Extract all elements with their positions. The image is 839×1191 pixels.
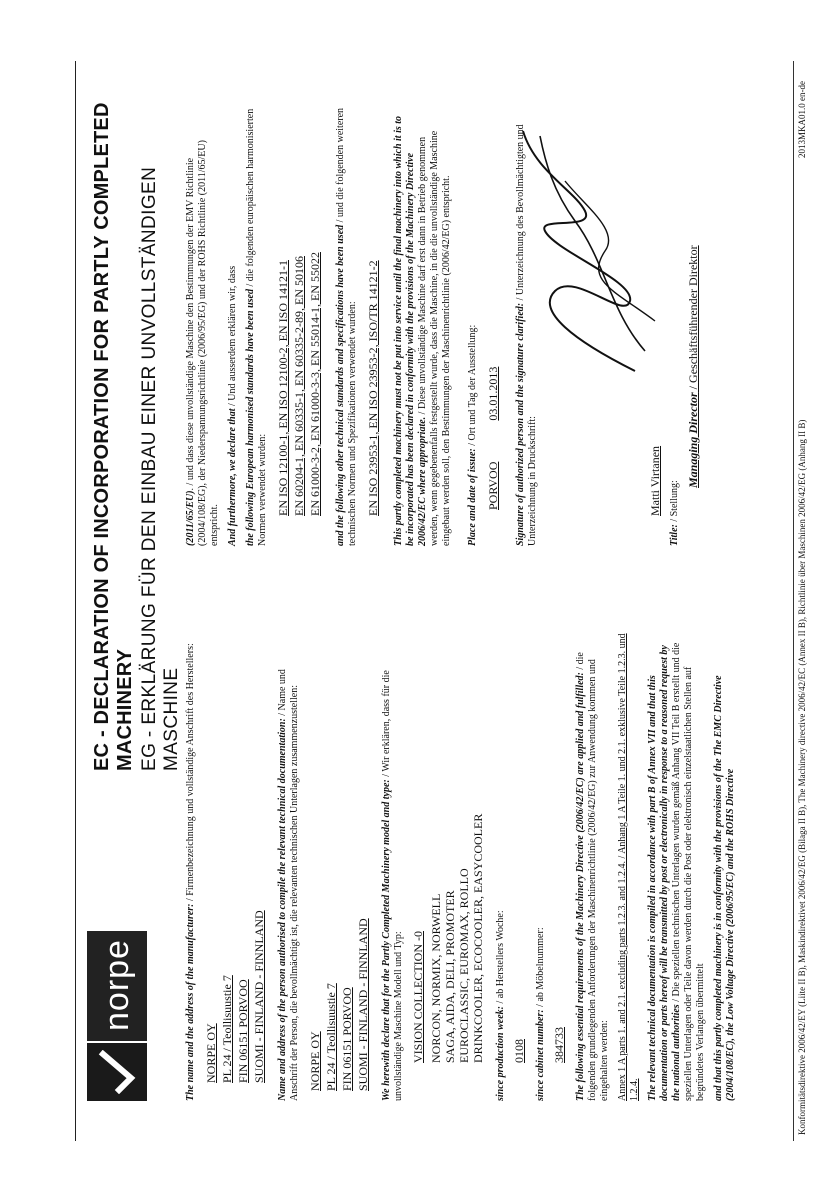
signature-label: Signature of authorized person and the signature clarified: / Unterzeichnung des Bevollmächtigten und Unterzeichnung in Druckschrift:	[515, 124, 538, 546]
not-into-service-statement: This partly completed machinery must not be put into service until the final machinery into which it is to be incorporated has been declared in conformity with the provisions of the Machinery Directive 2006/42/EC where appropriate. / Diese unvollständige Maschine darf erst dann in Betrieb genommen werden, wenn gegebenenfalls festgestellt wurde, dass die Maschine, in die die unvollständige Maschine eingebaut werden soll, den Bestimmungen der Maschinenrichtlinie (2006/42/EG) entspricht.	[393, 115, 452, 546]
cabinet-number-value: 384733	[552, 1027, 566, 1063]
harmonised-standards-list	[275, 106, 323, 516]
place-date-label: Place and date of issue: / Ort und Tag der Ausstellung:	[467, 324, 478, 546]
manufacturer-address	[203, 631, 267, 1083]
norpe-logo	[87, 931, 147, 1101]
other-standards-label: and the following other technical standards and specifications have been used / und die folgenden weiteren technischen Normen und Spezifikationen verwendet wurden:	[335, 107, 358, 546]
emc-statement: (2011/65/EU). / und dass diese unvollständige Maschine den Bestimmungen der EMV Richtlinie (2004/108/EG), der Niederspannungsrichtlinie (2006/95/EG) und der ROHS Richtlinie (2011/65/EU) entspricht.	[185, 140, 220, 546]
position-german: Geschäftsführender Direktor	[686, 245, 700, 383]
left-column	[185, 631, 743, 1101]
model-line: SAGA, AIDA, DELI, PROMOTER	[443, 890, 457, 1063]
furthermore-statement: And furthermore, we declare that / Und ausserdem erklären wir, dass	[227, 265, 238, 546]
standard-line: EN 61000-3-2, EN 61000-3-3, EN 55014-1, EN 55022	[308, 252, 322, 516]
address-line: SUOMI - FINLAND - FINNLAND	[252, 910, 266, 1083]
document-title	[91, 61, 183, 771]
manufacturer-label: The name and the address of the manufacturer: / Firmenbezeichnung und vollständige Anschrift des Herstellers:	[185, 643, 196, 1101]
issue-place: PORVOO	[486, 461, 500, 510]
address-line: NORPE OY	[308, 1031, 322, 1091]
signer-position: Managing Director / Geschäftsführender Direktor	[686, 245, 700, 488]
collection-name: VISION COLLECTION -0	[411, 931, 425, 1063]
standard-line: EN 60204-1, EN 60335-1, EN 60335-2-89, EN 50106	[292, 256, 306, 516]
signer-name: Matti Virtanen	[648, 445, 662, 516]
title-label: Title: / Stellung:	[669, 480, 680, 546]
address-line: PL 24 / Teollisuustie 7	[324, 983, 338, 1091]
standard-line: EN ISO 23953-1, EN ISO 23953-2, ISO/TR 14121-2	[366, 260, 380, 516]
address-line: NORPE OY	[204, 1023, 218, 1083]
position-english: Managing Director	[686, 392, 700, 488]
address-line: FIN 06151 PORVOO	[340, 987, 354, 1091]
authorised-person-label: Name and address of the person authorised to compile the relevant technical documentation: / Name und Anschrift der Person, die bevollmächtigt ist, die relevanten technischen Unterlagen zusammenzustellen:	[277, 669, 300, 1101]
issue-date: 03.01.2013	[486, 366, 500, 421]
model-line: DRINKCOOLER, ECOCOOLER, EASYCOOLER	[471, 813, 485, 1063]
title-german: EG - ERKLÄRUNG FÜR DEN EINBAU EINER UNVOLLSTÄNDIGEN MASCHINE	[139, 166, 182, 771]
footer-doc-code: 2013MKA01.0 en-de	[797, 81, 807, 158]
bottom-rule	[793, 61, 794, 1141]
title-english: EC - DECLARATION OF INCORPORATION FOR PARTLY COMPLETED MACHINERY	[91, 102, 136, 771]
top-rule	[75, 61, 76, 1141]
standard-line: EN ISO 12100-1, EN ISO 12100-2, EN ISO 14121-1	[276, 260, 290, 516]
essential-requirements: The following essential requirements of the Machinery Directive (2006/42/EC) are applied and fulfilled: / die folgenden grundlegenden Anforderungen der Maschinenrichtlinie (2006/42/EG) zur Anwendung kommen und eingehalten werden:	[575, 652, 610, 1101]
place-date-values	[487, 106, 499, 510]
footer-directive-text: Konformitätsdirektive 2006/42/EY (Liite II B), Maskindirektivet 2006/42/EG (Bilaga II B), The Machinery directive 2006/42/EC (Annex II B), Richtlinie über Maschinen 2006/42/EG (Anhang II B)	[797, 419, 807, 1135]
other-standards-list	[365, 106, 381, 516]
conformity-statement: and that this partly completed machinery is in conformity with the provisions of the The EMC Directive (2004/108/EC), the Low Voltage Directive (2006/95/EC) and the ROHS Directive	[713, 675, 736, 1101]
logo-wordmark: norpe	[87, 931, 147, 1043]
production-week-label: since production week: / ab Herstellers Woche:	[495, 910, 506, 1101]
model-line: NORCON, NORMIX, NORWELL	[429, 893, 443, 1063]
model-line: EUROCLASSIC, EUROMAX, ROLLO	[457, 868, 471, 1063]
address-line: SUOMI - FINLAND - FINNLAND	[356, 918, 370, 1091]
production-week-value: 0108	[512, 1039, 526, 1063]
address-line: FIN 06151 PORVOO	[236, 979, 250, 1083]
harmonised-standards-label: the following European harmonised standards have been used / die folgenden europäischen harmonisierten Normen verwendet wurden:	[245, 108, 268, 546]
declare-model-label: We herewith declare that for the Partly Completed Machinery model and type: / Wir erklären, dass für die unvollständige Maschine Modell und Typ:	[381, 670, 404, 1101]
annex-parts: Annex 1 A parts 1. and 2.1. excluding parts 1.2.3. and 1.2.4. / Anhang 1 A Teile 1. und 2.1. exklusive Teile 1.2.3. und 1.2.4.	[617, 633, 640, 1101]
handwritten-signature	[515, 121, 665, 381]
checkmark-icon	[87, 1043, 147, 1101]
authorised-person-address	[307, 631, 371, 1091]
declaration-sheet	[75, 61, 835, 1141]
model-list	[411, 631, 485, 1063]
technical-documentation: The relevant technical documentation is compiled in accordance with part B of Annex VII and that this documentation or parts hereof will be transmitted by post or electronically in response to a reasoned request by the national authorities / Die speziellen technischen Unterlagen wurden gemäß Anhang VII Teil B erstellt und die speziellen Unterlagen oder Teile davon werden durch die Post oder elektronisch einzelstaatlichen Stellen auf begründetes Verlangen übermittelt	[647, 642, 706, 1101]
cabinet-number-label: since cabinet number: / ab Möbelnummer:	[535, 927, 546, 1101]
address-line: PL 24 / Teollisuustie 7	[220, 975, 234, 1083]
